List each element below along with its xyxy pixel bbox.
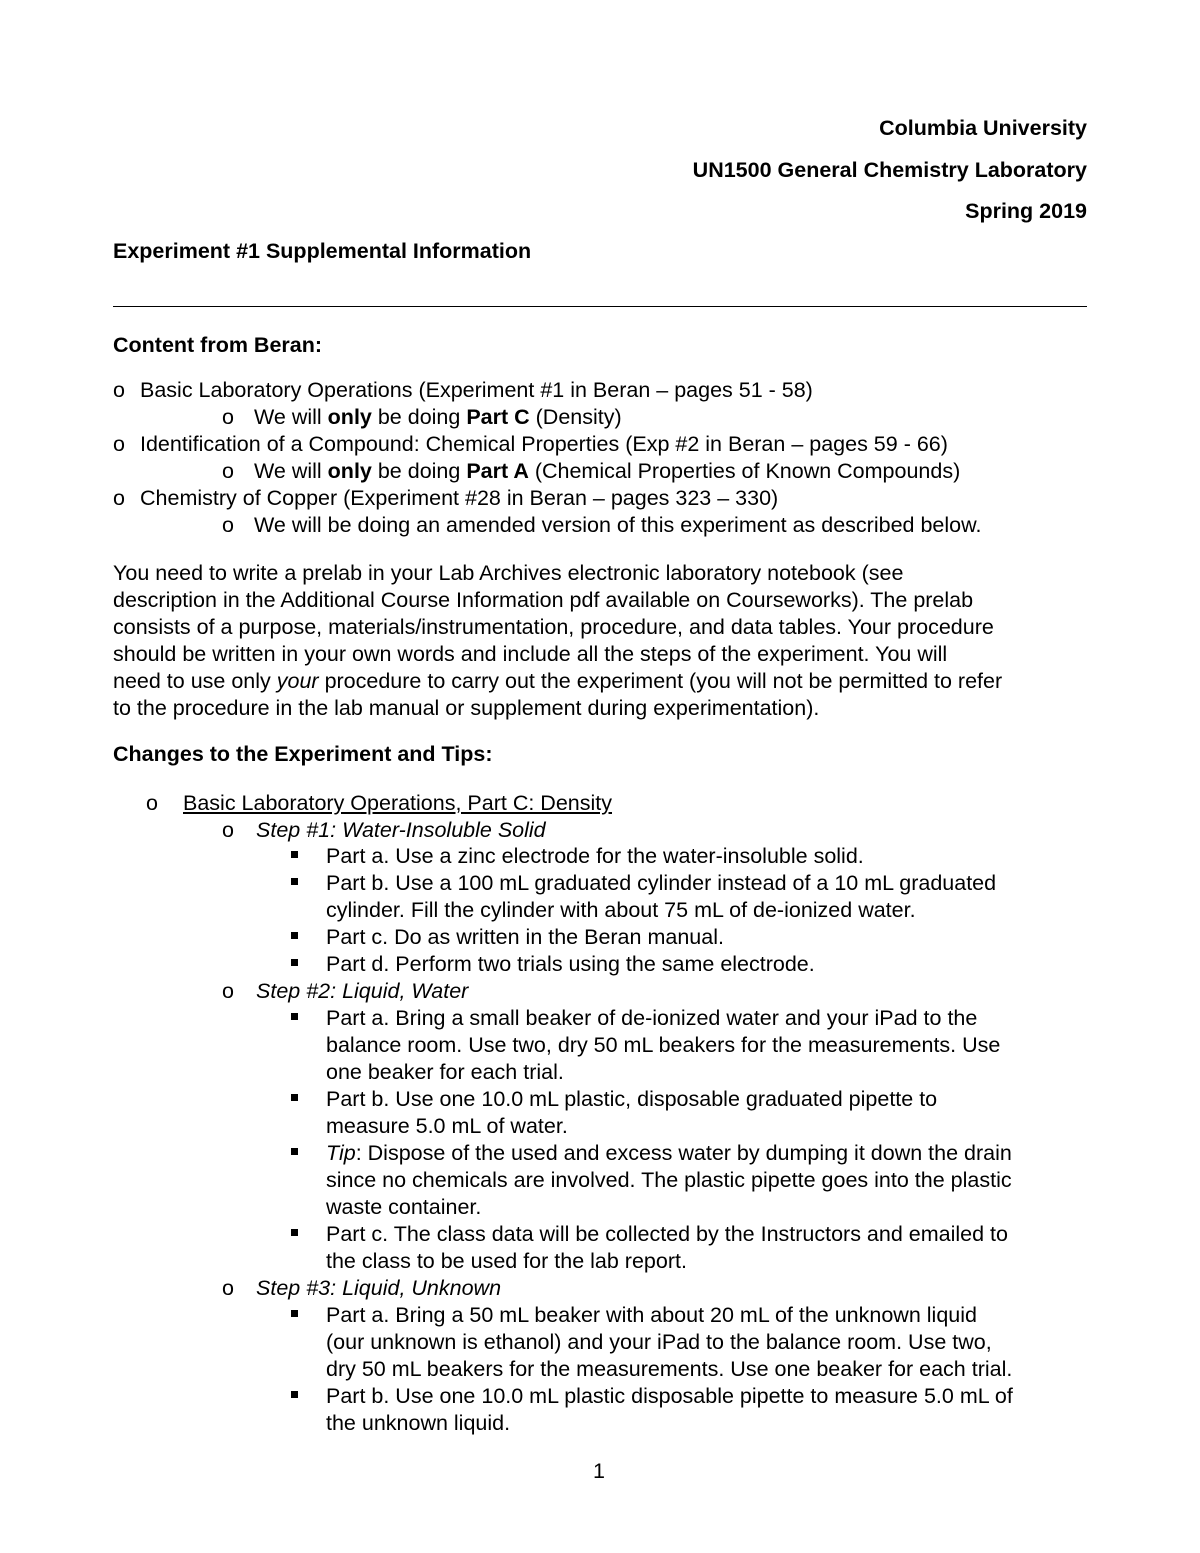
course-name: UN1500 General Chemistry Laboratory [692, 158, 1087, 182]
square-bullet [291, 1013, 298, 1020]
square-bullet [291, 959, 298, 966]
term: Spring 2019 [965, 199, 1087, 223]
prelab-line-2: description in the Additional Course Information pdf available on Courseworks). The prelab [113, 588, 974, 612]
step1-part-d: Part d. Perform two trials using the same electrode. [326, 952, 815, 976]
square-bullet [291, 1148, 298, 1155]
content-bullet-2: o [113, 432, 125, 456]
step2-part-a-line1: Part a. Bring a small beaker of de-ionized water and your iPad to the [326, 1006, 978, 1030]
step2-tip-line1: Tip: Dispose of the used and excess water by dumping it down the drain [326, 1141, 1012, 1165]
step2-part-c-line1: Part c. The class data will be collected by the Instructors and emailed to [326, 1222, 1008, 1246]
step3-part-b-line2: the unknown liquid. [326, 1411, 511, 1435]
changes-heading: Changes to the Experiment and Tips: [113, 742, 493, 766]
content-bullet-3: o [113, 486, 125, 510]
step1-part-c: Part c. Do as written in the Beran manual. [326, 925, 724, 949]
step1-part-b-line2: cylinder. Fill the cylinder with about 75 mL of de-ionized water. [326, 898, 916, 922]
content-subitem-1: We will only be doing Part C (Density) [254, 405, 622, 429]
prelab-line-4: should be written in your own words and include all the steps of the experiment. You will [113, 642, 948, 666]
content-subbullet-3: o [222, 513, 234, 537]
square-bullet [291, 1310, 298, 1317]
prelab-line-6: to the procedure in the lab manual or supplement during experimentation). [113, 696, 820, 720]
content-subitem-2: We will only be doing Part A (Chemical Properties of Known Compounds) [254, 459, 961, 483]
prelab-line-1: You need to write a prelab in your Lab Archives electronic laboratory notebook (see [113, 561, 904, 585]
institution-name: Columbia University [879, 116, 1087, 140]
square-bullet [291, 1391, 298, 1398]
square-bullet [291, 878, 298, 885]
step2-title: Step #2: Liquid, Water [256, 979, 469, 1003]
content-item-3: Chemistry of Copper (Experiment #28 in Beran – pages 323 – 330) [140, 486, 779, 510]
content-subbullet-1: o [222, 405, 234, 429]
step3-bullet: o [222, 1276, 234, 1300]
step2-part-a-line2: balance room. Use two, dry 50 mL beakers for the measurements. Use [326, 1033, 1001, 1057]
content-bullet-1: o [113, 378, 125, 402]
content-subbullet-2: o [222, 459, 234, 483]
step3-title: Step #3: Liquid, Unknown [256, 1276, 502, 1300]
horizontal-divider [113, 306, 1087, 307]
step3-part-a-line2: (our unknown is ethanol) and your iPad to the balance room. Use two, [326, 1330, 992, 1354]
page-number: 1 [593, 1459, 605, 1483]
step1-part-a: Part a. Use a zinc electrode for the water-insoluble solid. [326, 844, 864, 868]
step1-part-b-line1: Part b. Use a 100 mL graduated cylinder instead of a 10 mL graduated [326, 871, 997, 895]
step1-bullet: o [222, 818, 234, 842]
step2-bullet: o [222, 979, 234, 1003]
square-bullet [291, 932, 298, 939]
content-item-1: Basic Laboratory Operations (Experiment #1 in Beran – pages 51 - 58) [140, 378, 813, 402]
prelab-line-5: need to use only your procedure to carry out the experiment (you will not be permitted to refer [113, 669, 1003, 693]
step2-part-c-line2: the class to be used for the lab report. [326, 1249, 687, 1273]
step2-part-a-line3: one beaker for each trial. [326, 1060, 564, 1084]
step2-tip-line3: waste container. [326, 1195, 482, 1219]
step3-part-a-line3: dry 50 mL beakers for the measurements. Use one beaker for each trial. [326, 1357, 1013, 1381]
section-title: Basic Laboratory Operations, Part C: Density [183, 791, 612, 815]
step2-part-b-line2: measure 5.0 mL of water. [326, 1114, 568, 1138]
content-heading: Content from Beran: [113, 333, 323, 357]
square-bullet [291, 1229, 298, 1236]
prelab-line-3: consists of a purpose, materials/instrumentation, procedure, and data tables. Your procedure [113, 615, 994, 639]
content-subitem-3: We will be doing an amended version of this experiment as described below. [254, 513, 982, 537]
step3-part-b-line1: Part b. Use one 10.0 mL plastic disposable pipette to measure 5.0 mL of [326, 1384, 1013, 1408]
document-title: Experiment #1 Supplemental Information [113, 239, 532, 263]
step2-part-b-line1: Part b. Use one 10.0 mL plastic, disposable graduated pipette to [326, 1087, 938, 1111]
step2-tip-line2: since no chemicals are involved. The plastic pipette goes into the plastic [326, 1168, 1012, 1192]
step3-part-a-line1: Part a. Bring a 50 mL beaker with about 20 mL of the unknown liquid [326, 1303, 977, 1327]
step1-title: Step #1: Water-Insoluble Solid [256, 818, 546, 842]
content-item-2: Identification of a Compound: Chemical Properties (Exp #2 in Beran – pages 59 - 66) [140, 432, 948, 456]
section-bullet: o [146, 791, 158, 815]
square-bullet [291, 851, 298, 858]
square-bullet [291, 1094, 298, 1101]
